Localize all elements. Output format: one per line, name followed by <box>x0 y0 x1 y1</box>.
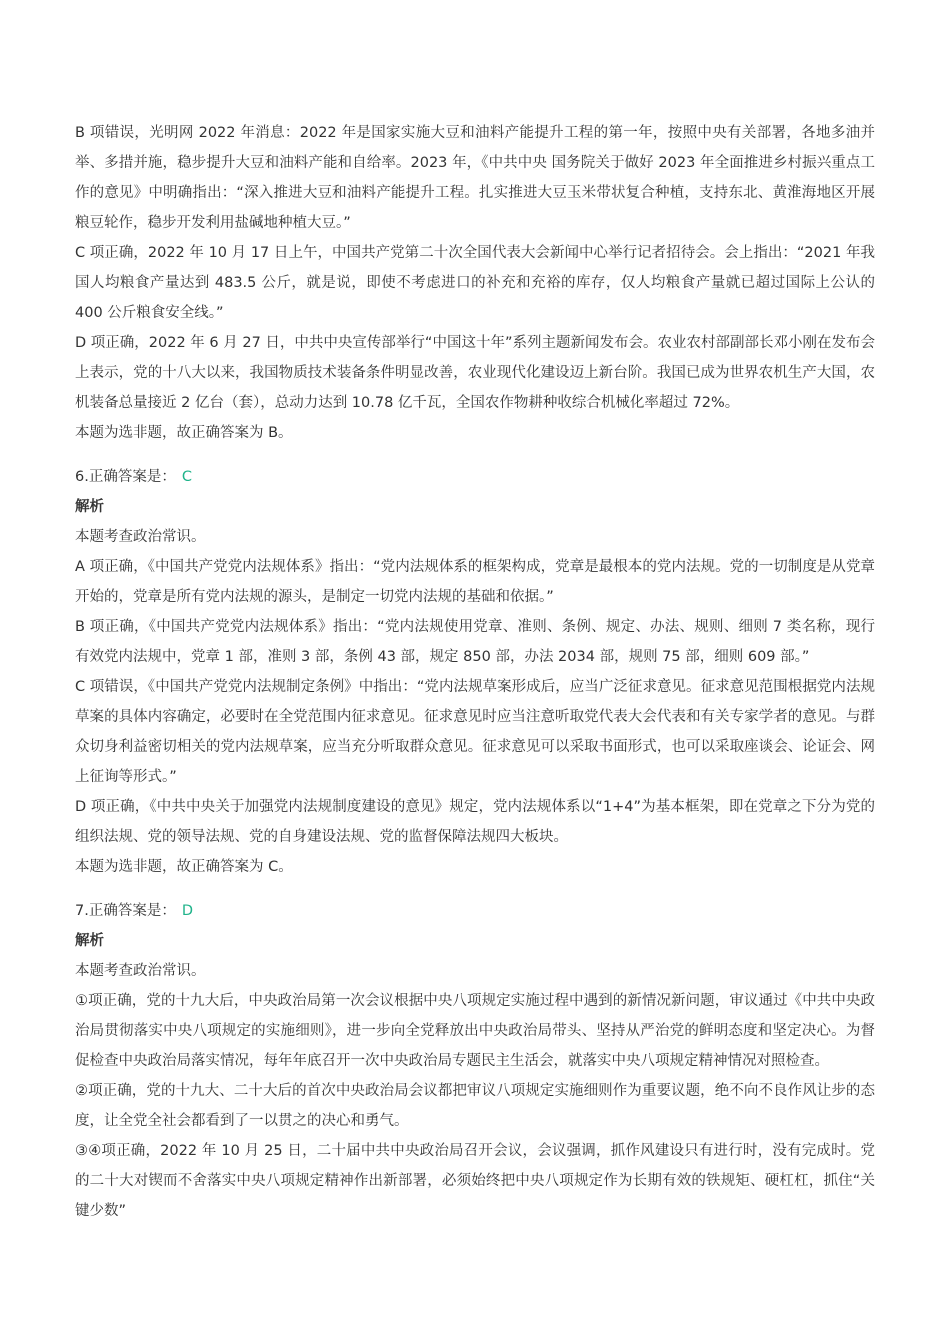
q7-item-3-4: ③④项正确，2022 年 10 月 25 日，二十届中共中央政治局召开会议，会议强调，抓作风建设只有进行时，没有完成时。党的二十大对锲而不舍落实中央八项规定精神作出新部署，必须始终把中央八项规定作为长期有效的铁规矩、硬杠杠，抓住“关键少数” <box>75 1143 875 1219</box>
q6-conclusion: 本题为选非题，故正确答案为 C。 <box>75 859 293 875</box>
q6-answer: C <box>181 469 192 485</box>
q5-option-d: D 项正确，2022 年 6 月 27 日，中共中央宣传部举行“中国这十年”系列主题新闻发布会。农业农村部副部长邓小刚在发布会上表示，党的十八大以来，我国物质技术装备条件明显改善，农业现代化建设迈上新台阶。我国已成为世界农机生产大国，农机装备总量接近 2 亿台（套），总动力达到 10.78 亿千瓦，全国农作物耕种收综合机械化率超过 72%。 <box>75 335 875 411</box>
q7-answer: D <box>181 903 194 919</box>
q7-analysis-label: 解析 <box>75 933 104 949</box>
q5-option-c: C 项正确，2022 年 10 月 17 日上午，中国共产党第二十次全国代表大会新闻中心举行记者招待会。会上指出：“2021 年我国人均粮食产量达到 483.5 公斤，就是说，即使不考虑进口的补充和充裕的库存，仅人均粮食产量就已超过国际上公认的 400 公斤粮食安全线。” <box>75 245 875 321</box>
q6-heading <box>75 462 875 492</box>
q6-option-d: D 项正确，《中共中央关于加强党内法规制度建设的意见》规定，党内法规体系以“1+4”为基本框架，即在党章之下分为党的组织法规、党的领导法规、党的自身建设法规、党的监督保障法规四大板块。 <box>75 799 875 845</box>
q7-head-label: 7.正确答案是： <box>75 903 176 919</box>
q7-item-2: ②项正确，党的十九大、二十大后的首次中央政治局会议都把审议八项规定实施细则作为重要议题，绝不向不良作风让步的态度，让全党全社会都看到了一以贯之的决心和勇气。 <box>75 1083 875 1129</box>
q5-conclusion: 本题为选非题，故正确答案为 B。 <box>75 425 293 441</box>
q6-analysis-label: 解析 <box>75 499 104 515</box>
q7-intro: 本题考查政治常识。 <box>75 963 206 979</box>
q6-option-c: C 项错误，《中国共产党党内法规制定条例》中指出：“党内法规草案形成后，应当广泛征求意见。征求意见范围根据党内法规草案的具体内容确定，必要时在全党范围内征求意见。征求意见时应当注意听取党代表大会代表和有关专家学者的意见。与群众切身利益密切相关的党内法规草案，应当充分听取群众意见。征求意见可以采取书面形式，也可以采取座谈会、论证会、网上征询等形式。” <box>75 679 875 785</box>
q5-option-b: B 项错误，光明网 2022 年消息：2022 年是国家实施大豆和油料产能提升工程的第一年，按照中央有关部署，各地多油并举、多措并施，稳步提升大豆和油料产能和自给率。2023 年，《中共中央 国务院关于做好 2023 年全面推进乡村振兴重点工作的意见》中明确指出：“深入推进大豆和油料产能提升工程。扎实推进大豆玉米带状复合种植，支持东北、黄淮海地区开展粮豆轮作，稳步开发利用盐碱地种植大豆。” <box>75 125 875 231</box>
q6-intro: 本题考查政治常识。 <box>75 529 206 545</box>
q6-option-a: A 项正确，《中国共产党党内法规体系》指出：“党内法规体系的框架构成，党章是最根本的党内法规。党的一切制度是从党章开始的，党章是所有党内法规的源头，是制定一切党内法规的基础和依据。” <box>75 559 875 605</box>
document-page <box>75 118 875 1226</box>
q7-heading <box>75 896 875 926</box>
q6-option-b: B 项正确，《中国共产党党内法规体系》指出：“党内法规使用党章、准则、条例、规定、办法、规则、细则 7 类名称，现行有效党内法规中，党章 1 部，准则 3 部，条例 43 部，规定 850 部，办法 2034 部，规则 75 部，细则 609 部。” <box>75 619 875 665</box>
q7-item-1: ①项正确，党的十九大后，中央政治局第一次会议根据中央八项规定实施过程中遇到的新情况新问题，审议通过《中共中央政治局贯彻落实中央八项规定的实施细则》，进一步向全党释放出中央政治局带头、坚持从严治党的鲜明态度和坚定决心。为督促检查中央政治局落实情况，每年年底召开一次中央政治局专题民主生活会，就落实中央八项规定精神情况对照检查。 <box>75 993 875 1069</box>
q6-head-label: 6.正确答案是： <box>75 469 176 485</box>
